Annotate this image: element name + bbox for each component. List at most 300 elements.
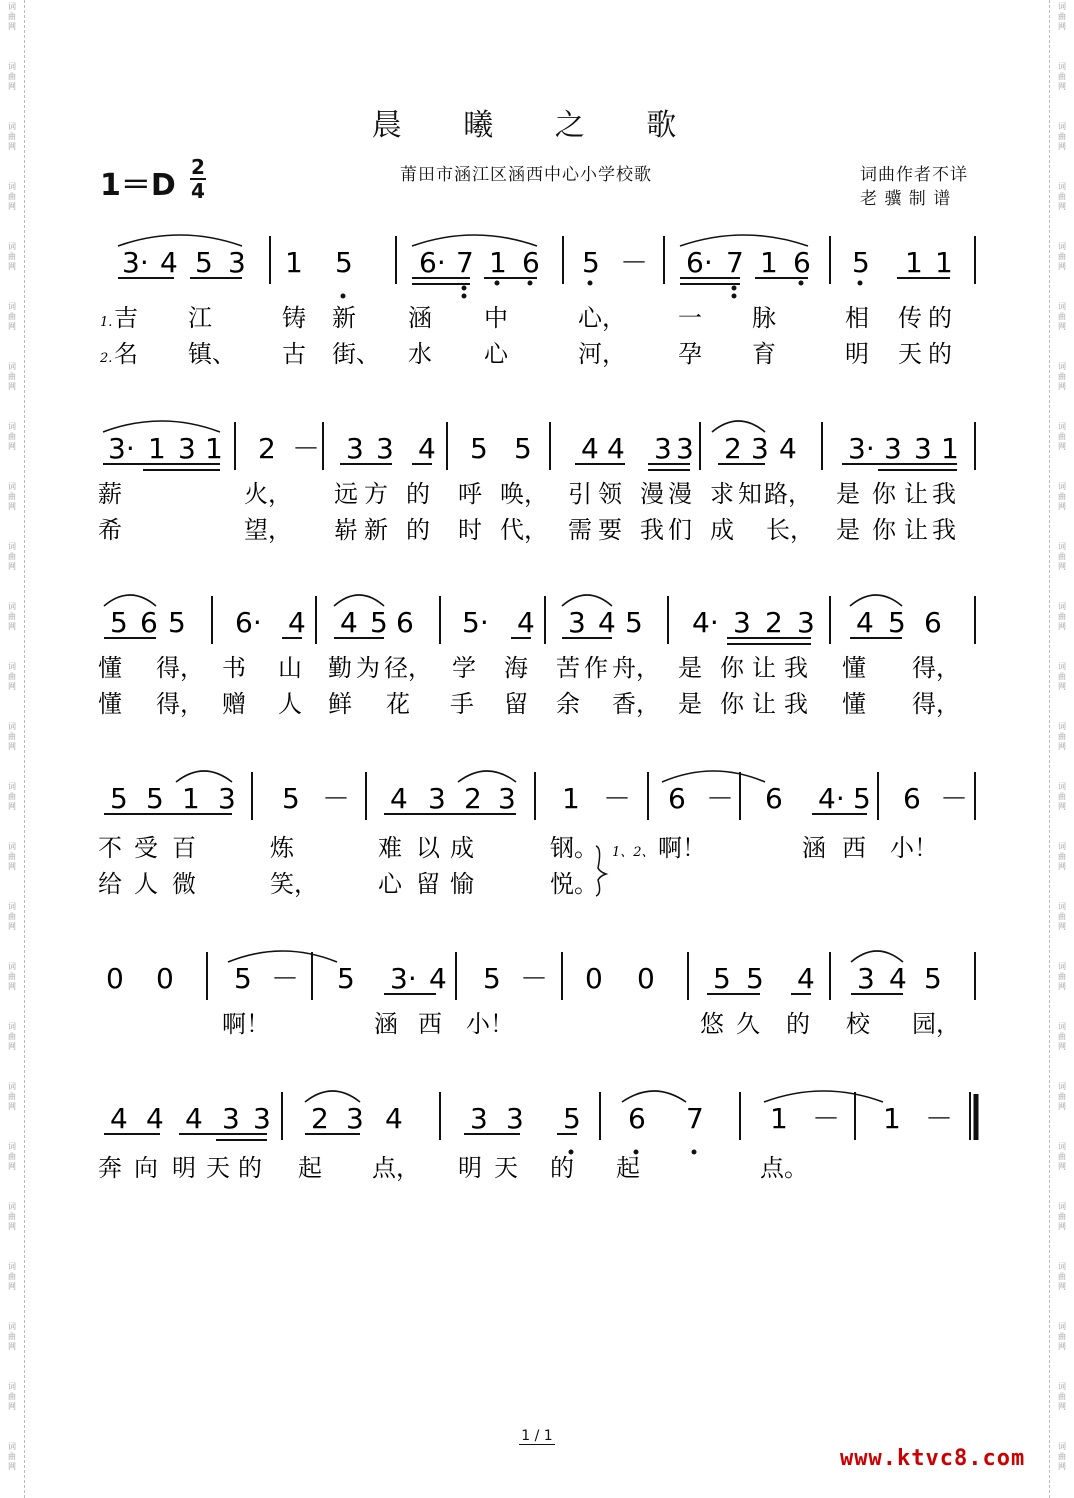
lyric-verse2: 手 [450, 690, 474, 718]
note: 5 [888, 606, 906, 639]
lyric-verse1: 钢。 [550, 834, 598, 862]
note: 4 [517, 606, 535, 639]
watermark-mark: 词 曲 网 [8, 902, 16, 931]
watermark-mark: 词 曲 网 [8, 362, 16, 391]
note: － [520, 962, 549, 995]
credit-lyrics-music: 词曲作者不详 [860, 165, 968, 185]
note: 0 [156, 962, 174, 995]
lyric-refrain: 园， [912, 1010, 960, 1038]
watermark-mark: 词 曲 网 [1058, 722, 1066, 751]
note: 5 [852, 246, 870, 279]
note: 6 [140, 606, 158, 639]
note: 3 [376, 432, 394, 465]
lyric-verse1: 懂 [98, 654, 122, 682]
lyric-verse2: 育 [752, 340, 776, 368]
lyric-ending: 起 [616, 1154, 640, 1182]
watermark-mark: 词 曲 网 [1058, 602, 1066, 631]
lyric-verse1: 我 [932, 480, 956, 508]
lyric-verse2: 让 [904, 516, 928, 544]
note: 1 [941, 432, 959, 465]
slur [458, 771, 516, 782]
watermark-mark: 词 曲 网 [8, 1262, 16, 1291]
note: 1 [770, 1102, 788, 1135]
lyric-verse1: 让 [904, 480, 928, 508]
note: 3 [654, 432, 672, 465]
lyric-verse2: 香， [612, 690, 660, 718]
lyric-verse1: 西 [842, 834, 866, 862]
watermark-mark: 词 曲 网 [8, 122, 16, 151]
lyric-verse1: 传 [898, 304, 922, 332]
note: 4 [889, 962, 907, 995]
note: 2 [724, 432, 742, 465]
octave-dot [528, 281, 533, 286]
lyric-verse1: 懂 [842, 654, 866, 682]
lyric-verse1: 远 [334, 480, 358, 508]
note: 3· [122, 246, 149, 279]
lyric-verse2: 是 [678, 690, 702, 718]
watermark-mark: 词 曲 网 [1058, 1202, 1066, 1231]
note: 6· [419, 246, 446, 279]
watermark-mark: 词 曲 网 [8, 662, 16, 691]
note: 3 [178, 432, 196, 465]
lyric-verse1: 的 [928, 304, 952, 332]
note: 2 [258, 432, 276, 465]
note: － [322, 782, 351, 815]
lyric-refrain: 西 [418, 1010, 442, 1038]
note: 1 [182, 782, 200, 815]
lyric-verse1: 书 [222, 654, 246, 682]
watermark-mark: 词 曲 网 [8, 1322, 16, 1351]
lyric-verse2: 明 [845, 340, 869, 368]
slur [680, 235, 808, 246]
note: 1 [905, 246, 923, 279]
note: 5 [110, 606, 128, 639]
note: 3· [848, 432, 875, 465]
slur [562, 595, 612, 606]
lyric-verse1: 是 [836, 480, 860, 508]
note: 1 [935, 246, 953, 279]
lyric-ending: 起 [298, 1154, 322, 1182]
note: 4 [110, 1102, 128, 1135]
lyric-refrain: 悠 [700, 1010, 724, 1038]
watermark-mark: 词 曲 网 [8, 1202, 16, 1231]
lyric-verse2: 我 [784, 690, 808, 718]
lyric-verse1: 山 [278, 654, 302, 682]
watermark-mark: 词 曲 网 [1058, 962, 1066, 991]
lyric-verse2: 余 [556, 690, 580, 718]
watermark-mark: 词 曲 网 [8, 1082, 16, 1111]
lyric-verse1: 得， [912, 654, 960, 682]
note: － [620, 246, 649, 279]
watermark-mark: 词 曲 网 [1058, 902, 1066, 931]
lyric-verse1: 作 [584, 654, 608, 682]
slur [103, 421, 220, 432]
note: 4 [429, 962, 447, 995]
slur [851, 951, 903, 962]
note: 4 [598, 606, 616, 639]
lyric-ending: 向 [134, 1154, 158, 1182]
lyric-ending: 天 [206, 1154, 230, 1182]
lyric-verse1: 江 [188, 304, 212, 332]
note: 5 [924, 962, 942, 995]
watermark-mark: 词 曲 网 [1058, 1322, 1066, 1351]
lyric-verse2: 花 [386, 690, 410, 718]
lyric-verse1: 小！ [890, 834, 938, 862]
note: 1 [285, 246, 303, 279]
octave-dot [858, 281, 863, 286]
watermark-mark: 词 曲 网 [1058, 482, 1066, 511]
meter-bottom: 4 [191, 179, 205, 203]
note: － [706, 782, 735, 815]
lyric-verse1: 1、2、 [612, 845, 655, 860]
lyric-verse1: 涵 [408, 304, 432, 332]
lyric-ending: 明 [172, 1154, 196, 1182]
note: 5 [234, 962, 252, 995]
lyric-verse1: 涵 [802, 834, 826, 862]
note: 6· [235, 606, 262, 639]
note: 3 [228, 246, 246, 279]
note: 5 [335, 246, 353, 279]
note: 6· [686, 246, 713, 279]
lyric-verse1: 领 [598, 480, 622, 508]
watermark-mark: 词 曲 网 [1058, 362, 1066, 391]
note: 4· [818, 782, 845, 815]
note: 4 [385, 1102, 403, 1135]
lyric-verse1: 方 [364, 480, 388, 508]
lyric-ending: 的 [550, 1154, 574, 1182]
lyric-verse2: 希 [98, 516, 122, 544]
lyric-verse1: 难 [378, 834, 402, 862]
lyric-verse1: 学 [452, 654, 476, 682]
lyric-ending: 的 [238, 1154, 262, 1182]
lyric-verse2: 笑， [270, 870, 318, 898]
watermark-mark: 词 曲 网 [8, 422, 16, 451]
lyric-verse2: 古 [282, 340, 306, 368]
watermark-mark: 词 曲 网 [8, 482, 16, 511]
note: 1 [489, 246, 507, 279]
slur [712, 421, 765, 432]
octave-dot [732, 286, 737, 291]
note: 3 [222, 1102, 240, 1135]
note: 4 [418, 432, 436, 465]
note: 4 [146, 1102, 164, 1135]
octave-dot [799, 281, 804, 286]
octave-dot [588, 281, 593, 286]
lyric-verse1: 啊！ [658, 834, 706, 862]
lyric-verse2: 留 [416, 870, 440, 898]
lyric-verse2: 我 [932, 516, 956, 544]
lyric-verse2: 成 [710, 516, 734, 544]
lyric-verse1: 脉 [752, 304, 776, 332]
note: 2 [311, 1102, 329, 1135]
note: 4 [390, 782, 408, 815]
note: 6 [924, 606, 942, 639]
lyric-verse1: 一 [678, 304, 702, 332]
note: 1 [562, 782, 580, 815]
lyric-verse1: 我 [784, 654, 808, 682]
note: 5 [337, 962, 355, 995]
lyric-verse2: 让 [752, 690, 776, 718]
note: 7 [456, 246, 474, 279]
note: 3 [253, 1102, 271, 1135]
lyric-verse2: 要 [598, 516, 622, 544]
lyric-verse1: 唤， [500, 480, 548, 508]
note: － [812, 1102, 841, 1135]
note: 5 [146, 782, 164, 815]
watermark-mark: 词 曲 网 [1058, 122, 1066, 151]
watermark-mark: 词 曲 网 [8, 302, 16, 331]
lyric-verse1: 薪 [98, 480, 122, 508]
lyric-verse1: 海 [504, 654, 528, 682]
watermark-mark: 词 曲 网 [8, 962, 16, 991]
watermark-mark: 词 曲 网 [1058, 1262, 1066, 1291]
watermark-mark: 词 曲 网 [1058, 1142, 1066, 1171]
lyric-verse2: 们 [668, 516, 692, 544]
note: 1 [883, 1102, 901, 1135]
lyric-verse1: 成 [450, 834, 474, 862]
lyric-verse1: 勤 [328, 654, 352, 682]
note: 4 [779, 432, 797, 465]
octave-dot [692, 1150, 697, 1155]
note: 5 [746, 962, 764, 995]
lyric-verse2: 赠 [222, 690, 246, 718]
note: 5 [514, 432, 532, 465]
watermark-mark: 词 曲 网 [1058, 1442, 1066, 1471]
watermark-mark: 词 曲 网 [8, 1442, 16, 1471]
note: 6 [522, 246, 540, 279]
page-number: 1 / 1 [521, 1428, 553, 1444]
lyric-refrain: 涵 [374, 1010, 398, 1038]
watermark-mark: 词 曲 网 [1058, 302, 1066, 331]
note: 5 [370, 606, 388, 639]
note: 4 [340, 606, 358, 639]
lyric-verse1: 新 [332, 304, 356, 332]
note: 5 [282, 782, 300, 815]
lyric-verse2: 镇、 [188, 340, 236, 368]
lyric-verse1: 以 [416, 834, 440, 862]
lyric-verse1: 铸 [282, 304, 306, 332]
note: 3 [733, 606, 751, 639]
lyric-verse2: 的 [406, 516, 430, 544]
slur [104, 595, 156, 606]
watermark-mark: 词 曲 网 [8, 542, 16, 571]
note: 1 [205, 432, 223, 465]
slur [662, 771, 765, 782]
credit-transcriber: 老 骥 制 谱 [860, 189, 952, 209]
watermark-mark: 词 曲 网 [8, 62, 16, 91]
lyric-ending: 点。 [760, 1154, 808, 1182]
note: 2 [765, 606, 783, 639]
lyric-verse1: 百 [172, 834, 196, 862]
watermark-mark: 词 曲 网 [1058, 242, 1066, 271]
lyric-verse2: 崭 [334, 516, 358, 544]
note: － [603, 782, 632, 815]
note: － [292, 432, 321, 465]
lyric-verse1: 是 [678, 654, 702, 682]
note: 0 [585, 962, 603, 995]
lyric-verse2: 你 [872, 516, 896, 544]
note: － [925, 1102, 954, 1135]
note: － [940, 782, 969, 815]
note: 4 [185, 1102, 203, 1135]
watermark-mark: 词 曲 网 [1058, 542, 1066, 571]
subtitle: 莆田市涵江区涵西中心小学校歌 [400, 165, 652, 185]
lyric-verse1: 中 [484, 304, 508, 332]
lyric-verse2: 名 [114, 340, 138, 368]
note: 3 [506, 1102, 524, 1135]
lyric-refrain: 小！ [466, 1010, 514, 1038]
lyric-verse2: 街、 [332, 340, 380, 368]
lyric-verse1: 相 [845, 304, 869, 332]
lyric-refrain: 校 [846, 1010, 870, 1038]
note: 3 [346, 1102, 364, 1135]
lyric-verse2: 需 [568, 516, 592, 544]
note: 3 [498, 782, 516, 815]
lyric-verse2: 心 [484, 340, 508, 368]
lyric-verse2: 得， [912, 690, 960, 718]
lyric-verse1: 得， [156, 654, 204, 682]
note: 3 [797, 606, 815, 639]
note: 5· [462, 606, 489, 639]
lyric-verse2: 是 [836, 516, 860, 544]
note: 1 [760, 246, 778, 279]
lyric-verse1: 径， [384, 654, 432, 682]
lyric-verse1: 的 [406, 480, 430, 508]
lyric-ending: 明 [458, 1154, 482, 1182]
lyric-verse1: 心， [578, 304, 626, 332]
slur [334, 595, 384, 606]
watermark-mark: 词 曲 网 [1058, 422, 1066, 451]
lyric-verse1: 吉 [114, 304, 138, 332]
lyric-verse2: 懂 [842, 690, 866, 718]
lyric-verse1: 你 [720, 654, 744, 682]
note: 4 [581, 432, 599, 465]
slur [850, 595, 902, 606]
note: 4 [288, 606, 306, 639]
note: 4· [692, 606, 719, 639]
watermark-mark: 词 曲 网 [8, 722, 16, 751]
note: 7 [726, 246, 744, 279]
note: 3 [857, 962, 875, 995]
note: 6 [628, 1102, 646, 1135]
octave-dot [341, 294, 346, 299]
note: 3 [428, 782, 446, 815]
lyric-verse1: 火， [244, 480, 292, 508]
lyric-verse2: 2. [100, 351, 113, 366]
lyric-verse1: 不 [98, 834, 122, 862]
slur [118, 235, 242, 246]
lyric-verse2: 水 [408, 340, 432, 368]
lyric-verse1: 为 [356, 654, 380, 682]
note: 4 [797, 962, 815, 995]
watermark-mark: 词 曲 网 [1058, 662, 1066, 691]
lyric-verse1: 呼 [458, 480, 482, 508]
note: 5 [625, 606, 643, 639]
note: 6 [903, 782, 921, 815]
watermark-mark: 词 曲 网 [1058, 1022, 1066, 1051]
note: 4 [607, 432, 625, 465]
lyric-verse1: 求 [710, 480, 734, 508]
note: 5 [582, 246, 600, 279]
watermark-mark: 词 曲 网 [1058, 1082, 1066, 1111]
note: 5 [713, 962, 731, 995]
watermark-mark: 词 曲 网 [8, 1382, 16, 1411]
note: 5 [853, 782, 871, 815]
lyric-verse2: 得， [156, 690, 204, 718]
watermark-mark: 词 曲 网 [8, 782, 16, 811]
slur [176, 771, 232, 782]
note: 6 [396, 606, 414, 639]
lyric-verse1: 你 [872, 480, 896, 508]
note: 3 [751, 432, 769, 465]
lyric-verse2: 孕 [678, 340, 702, 368]
lyric-verse2: 你 [720, 690, 744, 718]
lyric-verse1: 炼 [270, 834, 294, 862]
note: 6 [765, 782, 783, 815]
note: 0 [637, 962, 655, 995]
lyric-refrain: 啊！ [222, 1010, 270, 1038]
slur [622, 1091, 686, 1102]
lyric-verse1: 知 [738, 480, 762, 508]
note: 3 [470, 1102, 488, 1135]
lyric-verse2: 给 [98, 870, 122, 898]
lyric-verse2: 望， [244, 516, 292, 544]
note: 2 [464, 782, 482, 815]
octave-dot [462, 294, 467, 299]
lyric-verse2: 悦。 [550, 870, 598, 898]
lyric-ending: 天 [494, 1154, 518, 1182]
watermark-mark: 词 曲 网 [1058, 182, 1066, 211]
note: 4 [856, 606, 874, 639]
note: 5 [483, 962, 501, 995]
lyric-verse2: 河， [578, 340, 626, 368]
slur [412, 235, 537, 246]
lyric-verse2: 新 [364, 516, 388, 544]
lyric-verse1: 受 [134, 834, 158, 862]
note: 3 [568, 606, 586, 639]
octave-dot [462, 286, 467, 291]
watermark-mark: 词 曲 网 [1058, 782, 1066, 811]
lyric-verse1: 引 [568, 480, 592, 508]
lyric-verse1: 让 [752, 654, 776, 682]
note: 1 [148, 432, 166, 465]
note: 3 [884, 432, 902, 465]
slur [228, 951, 337, 962]
note: 0 [106, 962, 124, 995]
meter-top: 2 [191, 155, 205, 179]
key-signature: 1＝D [100, 168, 176, 203]
note: 3 [676, 432, 694, 465]
octave-dot [495, 281, 500, 286]
watermark-mark: 词 曲 网 [8, 2, 16, 31]
watermark-mark: 词 曲 网 [8, 182, 16, 211]
note: 3 [346, 432, 364, 465]
lyric-verse1: 漫 [640, 480, 664, 508]
note: 5 [195, 246, 213, 279]
watermark-mark: 词 曲 网 [8, 842, 16, 871]
watermark-mark: 词 曲 网 [8, 1142, 16, 1171]
lyric-verse2: 时 [458, 516, 482, 544]
lyric-verse2: 微 [172, 870, 196, 898]
watermark-mark: 词 曲 网 [8, 242, 16, 271]
lyric-verse2: 留 [504, 690, 528, 718]
lyric-ending: 点， [372, 1154, 420, 1182]
lyric-refrain: 的 [786, 1010, 810, 1038]
watermark-mark: 词 曲 网 [1058, 62, 1066, 91]
lyric-verse1: 1. [100, 315, 113, 330]
slur [764, 1091, 883, 1102]
lyric-verse2: 鲜 [328, 690, 352, 718]
